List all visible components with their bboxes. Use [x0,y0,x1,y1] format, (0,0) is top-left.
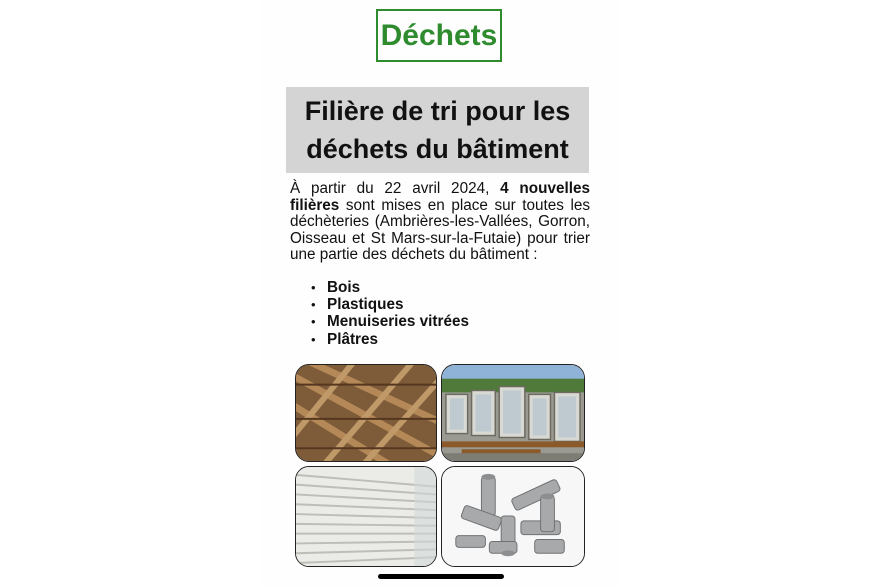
intro-text-start: À partir du 22 avril 2024, [290,180,501,197]
waste-streams-list [308,279,469,348]
list-item-bois: • Bois [308,279,469,296]
headline [286,87,589,173]
intro-paragraph [290,181,590,264]
list-item-plastiques: • Plastiques [308,296,469,313]
section-title-text: Déchets [380,18,498,52]
section-title [376,9,502,62]
intro-text-end: sont mises en place sur toutes les déchèteries (Ambrières-les-Vallées, Gorron, Oisseau et St Mars-sur-la-Futaie) pour trier une partie des déchets du bâtiment : [290,196,590,264]
headline-line-1: Filière de tri pour les [304,96,571,126]
list-item-platres: • Plâtres [308,331,469,348]
plaster-boards-photo [295,466,437,567]
wood-beams-photo [295,364,437,462]
headline-line-2: déchets du bâtiment [306,134,569,164]
list-item-menuiseries: • Menuiseries vitrées [308,313,469,330]
plastic-pipes-photo [441,466,585,567]
glazed-windows-photo [441,364,585,462]
home-indicator[interactable] [378,574,504,579]
intro-highlight: 4 nouvelles filières [290,180,590,214]
